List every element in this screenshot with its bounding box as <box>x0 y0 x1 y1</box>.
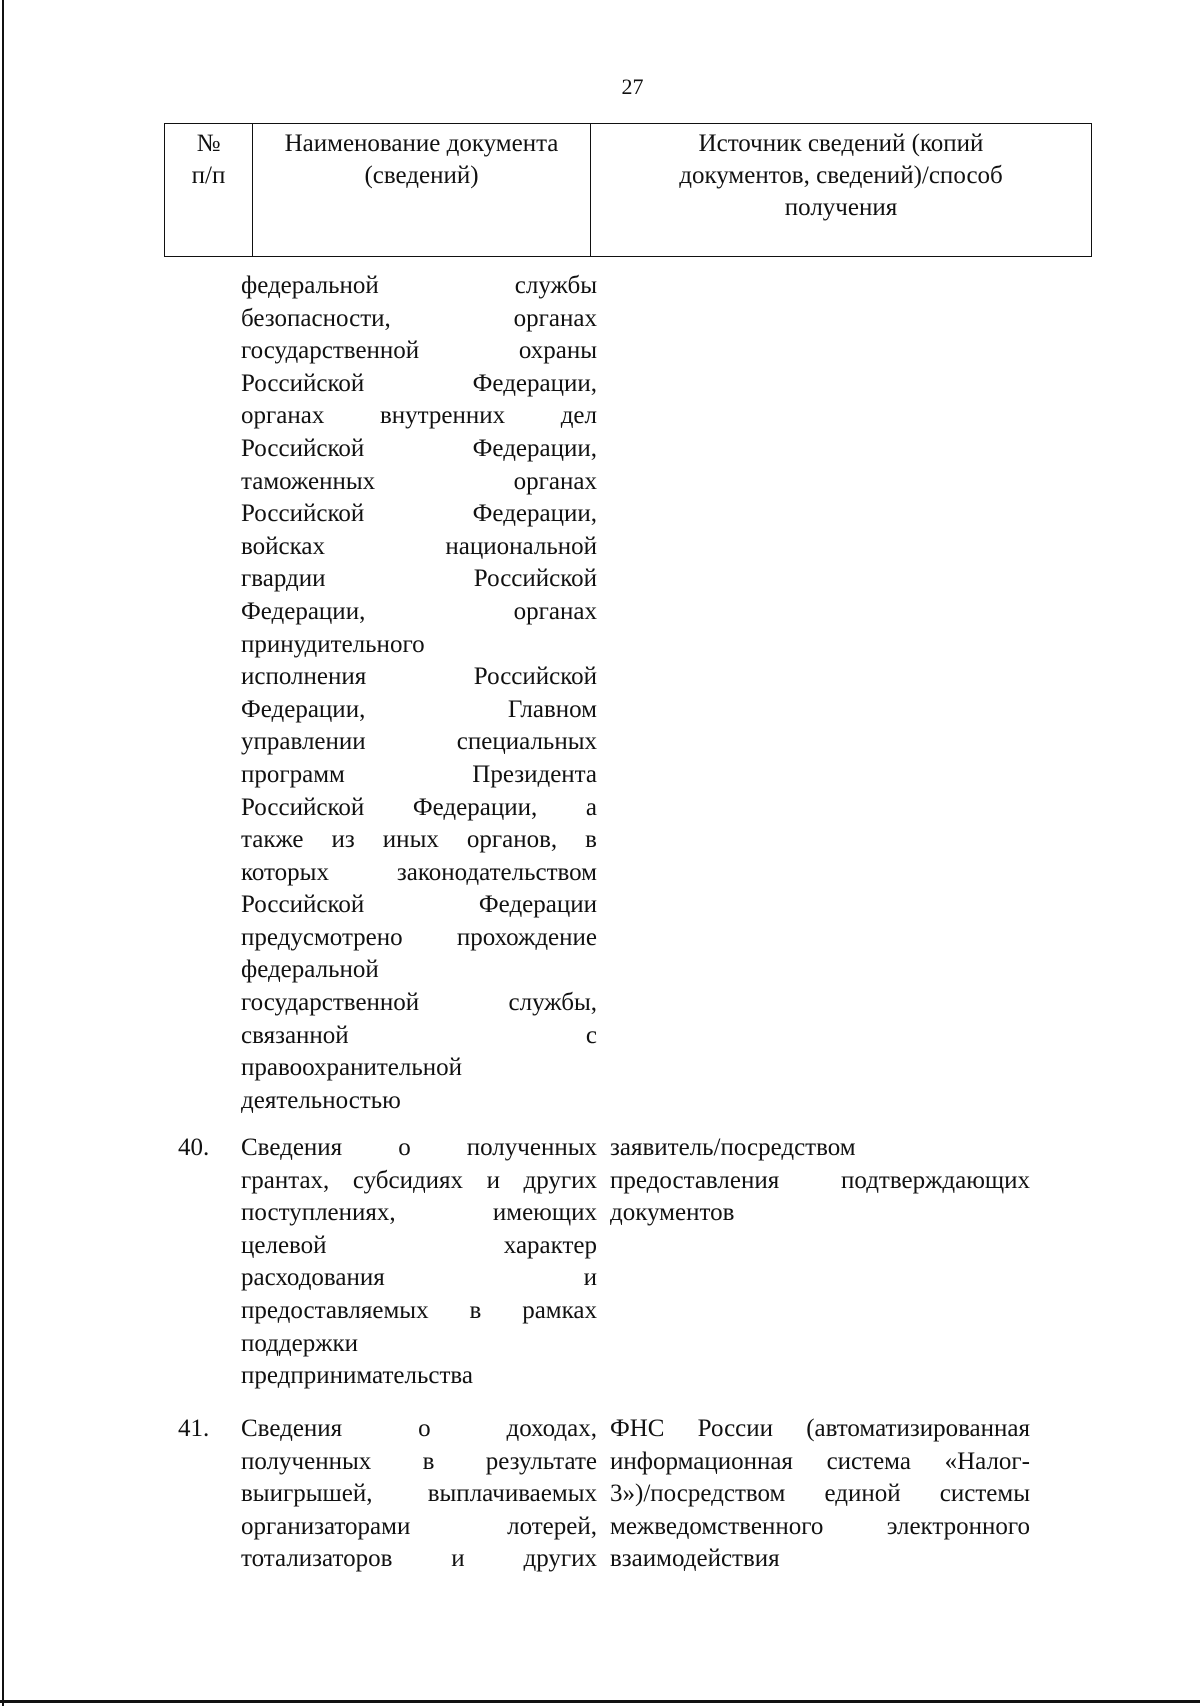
header-number-cell <box>165 124 253 256</box>
text-line: Российской Федерации, а <box>241 793 597 821</box>
text-line: Федерации, органах <box>241 597 597 625</box>
header-source-line: документов, сведений)/способ <box>679 162 1003 189</box>
text-line: предпринимательства <box>241 1362 473 1390</box>
row-number: 40. <box>178 1134 210 1161</box>
text-line: поддержки <box>241 1329 358 1357</box>
text-line: федеральной <box>241 956 379 984</box>
text-line: связанной с <box>241 1021 597 1049</box>
text-line: Российской Федерации, <box>241 434 597 462</box>
header-number-line: № <box>196 130 221 157</box>
text-line: ФНС России (автоматизированная <box>610 1415 1030 1442</box>
text-line: Российской Федерации <box>241 891 597 919</box>
text-line: исполнения Российской <box>241 663 597 691</box>
text-line: грантах, субсидиях и других <box>241 1166 597 1194</box>
header-source-line: получения <box>784 194 898 221</box>
page-number: 27 <box>621 74 644 99</box>
text-line: документов <box>610 1199 735 1227</box>
text-line: организаторами лотерей, <box>241 1512 597 1540</box>
header-number-line: п/п <box>191 162 226 189</box>
table-header <box>164 123 1092 257</box>
text-line: принудительного <box>241 630 425 658</box>
text-line: информационная система «Налог- <box>610 1447 1030 1475</box>
text-line: Российской Федерации, <box>241 500 597 528</box>
text-line: межведомственного электронного <box>610 1512 1030 1540</box>
text-line: полученных в результате <box>241 1447 597 1475</box>
text-line: органах внутренних дел <box>241 402 597 430</box>
text-line: целевой характер <box>241 1231 597 1259</box>
text-line: государственной охраны <box>241 337 597 365</box>
row-number: 41. <box>178 1415 210 1442</box>
text-line: войсках национальной <box>241 532 597 560</box>
text-line: 3»)/посредством единой системы <box>610 1480 1030 1508</box>
header-source-line: Источник сведений (копий <box>698 130 984 157</box>
row-name-text <box>241 1413 597 1576</box>
header-name-line: (сведений) <box>364 162 479 189</box>
text-line: деятельностью <box>241 1086 401 1114</box>
text-line: тотализаторов и других <box>241 1545 597 1573</box>
text-line: заявитель/посредством <box>610 1134 856 1161</box>
text-line: предоставления подтверждающих <box>610 1166 1030 1194</box>
text-line: безопасности, органах <box>241 304 597 332</box>
page-bottom-edge <box>0 1700 1200 1703</box>
row-source-text <box>610 1132 1030 1230</box>
text-line: правоохранительной <box>241 1054 462 1082</box>
text-line: гвардии Российской <box>241 565 597 593</box>
text-line: взаимодействия <box>610 1545 780 1573</box>
text-line: Сведения о доходах, <box>241 1415 597 1442</box>
text-line: государственной службы, <box>241 989 597 1017</box>
row-source-text <box>610 1413 1030 1576</box>
header-name-cell <box>253 124 591 256</box>
text-line: которых законодательством <box>241 858 597 886</box>
header-name-line: Наименование документа <box>284 130 559 157</box>
text-line: управлении специальных <box>241 728 597 756</box>
continuation-text <box>241 270 597 1117</box>
text-line: таможенных органах <box>241 467 597 495</box>
text-line: Российской Федерации, <box>241 369 597 397</box>
text-line: федеральной службы <box>241 272 597 299</box>
text-line: Сведения о полученных <box>241 1134 597 1161</box>
text-line: также из иных органов, в <box>241 826 597 854</box>
header-source-cell <box>591 124 1091 256</box>
text-line: Федерации, Главном <box>241 695 597 723</box>
text-line: выигрышей, выплачиваемых <box>241 1480 597 1508</box>
text-line: поступлениях, имеющих <box>241 1199 597 1227</box>
text-line: предоставляемых в рамках <box>241 1296 597 1324</box>
row-name-text <box>241 1132 597 1393</box>
text-line: расходования и <box>241 1264 597 1292</box>
text-line: программ Президента <box>241 760 597 788</box>
text-line: предусмотрено прохождение <box>241 923 597 951</box>
page-left-edge <box>2 0 4 1706</box>
